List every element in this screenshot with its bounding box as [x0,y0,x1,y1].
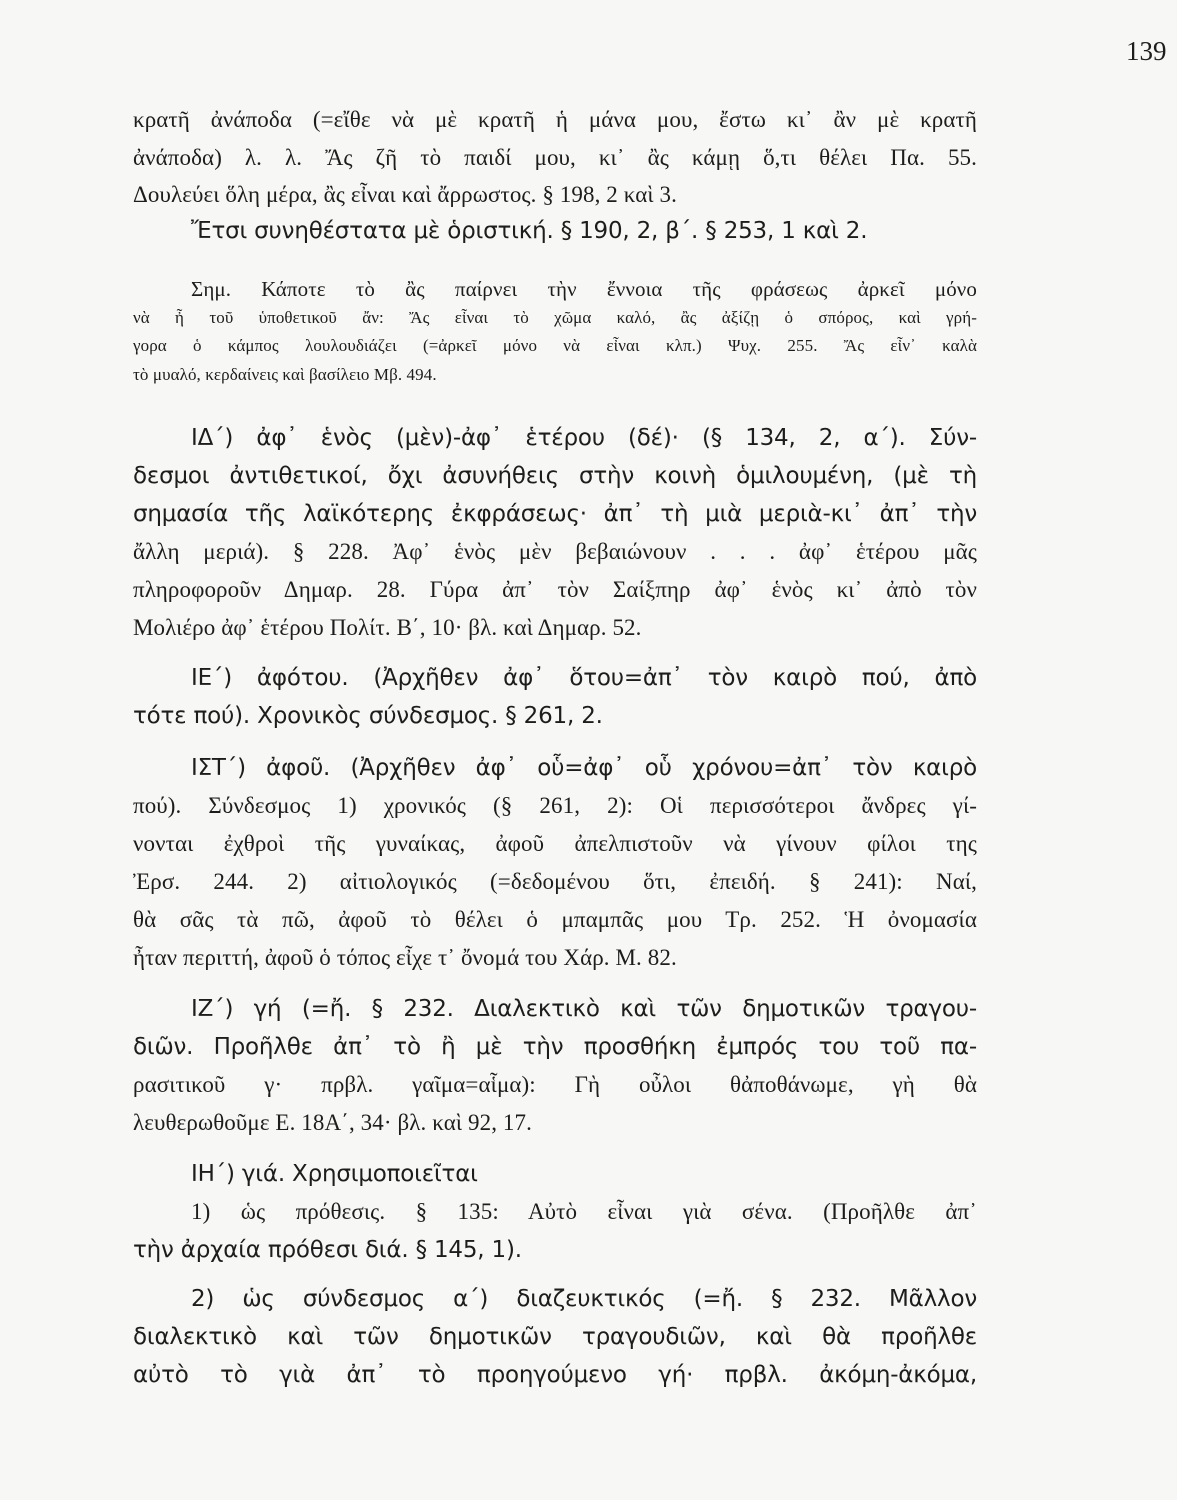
note-line: γορα ὁ κάμπος λουλουδιάζει (=ἀρκεῖ μόνο νὰ εἶναι κλπ.) Ψυχ. 255. Ἄς εἶν᾽ καλὰ [133,336,977,355]
text-line: Δουλεύει ὅλη μέρα, ἂς εἶναι καὶ ἄρρωστος. § 198, 2 καὶ 3. [133,182,677,207]
text-line: ἄλλη μεριά). § 228. Ἀφ᾽ ἑνὸς μὲν βεβαιώνουν . . . ἀφ᾽ ἑτέρου μᾶς [133,539,977,564]
text-line: κρατῆ ἀνάποδα (=εἴθε νὰ μὲ κρατῆ ἡ μάνα μου, ἔστω κι᾽ ἂν μὲ κρατῆ [133,107,977,132]
entry-heading-line: ΙΕ΄) ἀφότου. (Ἀρχῆθεν ἀφ᾽ ὅτου=ἀπ᾽ τὸν καιρὸ πού, ἀπὸ [191,665,977,691]
text-line: αὐτὸ τὸ γιὰ ἀπ᾽ τὸ προηγούμενο γή· πρβλ. ἀκόμη-ἀκόμα, [133,1362,977,1388]
text-line: νονται ἐχθροὶ τῆς γυναίκας, ἀφοῦ ἀπελπιστοῦν νὰ γίνουν φίλοι της [133,831,977,856]
text-line: διῶν. Προῆλθε ἀπ᾽ τὸ ἢ μὲ τὴν προσθήκη ἐμπρός του τοῦ πα- [133,1034,977,1060]
entry-heading-line: ΙΗ΄) γιά. Χρησιμοποιεῖται [191,1161,478,1187]
text-line: 1) ὡς πρόθεσις. § 135: Αὐτὸ εἶναι γιὰ σένα. (Προῆλθε ἀπ᾽ [191,1199,977,1224]
text-line: τότε πού). Χρονικὸς σύνδεσμος. § 261, 2. [133,703,603,729]
note-line: νὰ ἦ τοῦ ὑποθετικοῦ ἄν: Ἄς εἶναι τὸ χῶμα καλό, ἂς ἀξίζῃ ὁ σπόρος, καὶ γρή- [133,308,977,327]
text-line: λευθερωθοῦμε Ε. 18Α΄, 34· βλ. καὶ 92, 17. [133,1110,532,1135]
text-line: σημασία τῆς λαϊκότερης ἐκφράσεως· ἀπ᾽ τὴ μιὰ μεριὰ-κι᾽ ἀπ᾽ τὴν [133,501,977,527]
text-line: ἀνάποδα) λ. λ. Ἄς ζῆ τὸ παιδί μου, κι᾽ ἂς κάμῃ ὅ,τι θέλει Πα. 55. [133,145,977,170]
text-line: πού). Σύνδεσμος 1) χρονικός (§ 261, 2): Οἱ περισσότεροι ἄνδρες γί- [133,793,977,818]
text-line: ἦταν περιττή, ἀφοῦ ὁ τόπος εἶχε τ᾽ ὄνομά του Χάρ. Μ. 82. [133,945,677,970]
text-line: 2) ὡς σύνδεσμος α΄) διαζευκτικός (=ἤ. § 232. Μᾶλλον [191,1286,977,1312]
text-line: θὰ σᾶς τὰ πῶ, ἀφοῦ τὸ θέλει ὁ μπαμπᾶς μου Τρ. 252. Ἡ ὀνομασία [133,907,977,932]
text-line: διαλεκτικὸ καὶ τῶν δημοτικῶν τραγουδιῶν, καὶ θὰ προῆλθε [133,1324,977,1350]
entry-heading-line: ΙΣΤ΄) ἀφοῦ. (Ἀρχῆθεν ἀφ᾽ οὗ=ἀφ᾽ οὗ χρόνου=ἀπ᾽ τὸν καιρὸ [191,755,977,781]
page-number: 139 [1126,36,1167,66]
entry-heading-line: ΙΖ΄) γή (=ἤ. § 232. Διαλεκτικὸ καὶ τῶν δημοτικῶν τραγου- [191,996,977,1022]
text-line: Μολιέρο ἀφ᾽ ἑτέρου Πολίτ. Β΄, 10· βλ. καὶ Δημαρ. 52. [133,615,642,640]
note-line: Σημ. Κάποτε τὸ ἂς παίρνει τὴν ἔννοια τῆς φράσεως ἀρκεῖ μόνο [191,277,977,301]
text-line: πληροφοροῦν Δημαρ. 28. Γύρα ἀπ᾽ τὸν Σαίξπηρ ἀφ᾽ ἑνὸς κι᾽ ἀπὸ τὸν [133,577,977,602]
text-line: Ἔτσι συνηθέστατα μὲ ὁριστική. § 190, 2, β΄. § 253, 1 καὶ 2. [191,218,868,244]
text-line: τὴν ἀρχαία πρόθεσι διά. § 145, 1). [133,1237,522,1263]
entry-heading-line: ΙΔ΄) ἀφ᾽ ἑνὸς (μὲν)-ἀφ᾽ ἑτέρου (δέ)· (§ 134, 2, α΄). Σύν- [191,425,977,451]
text-line: Ἐρσ. 244. 2) αἰτιολογικός (=δεδομένου ὅτι, ἐπειδή. § 241): Ναί, [133,869,977,894]
text-line: δεσμοι ἀντιθετικοί, ὄχι ἀσυνήθεις στὴν κοινὴ ὁμιλουμένη, (μὲ τὴ [133,463,977,489]
text-line: ρασιτικοῦ γ· πρβλ. γαῖμα=αἷμα): Γὴ οὖλοι θἀποθάνωμε, γὴ θὰ [133,1072,977,1097]
note-line: τὸ μυαλό, κερδαίνεις καὶ βασίλειο Μβ. 494. [133,365,437,384]
